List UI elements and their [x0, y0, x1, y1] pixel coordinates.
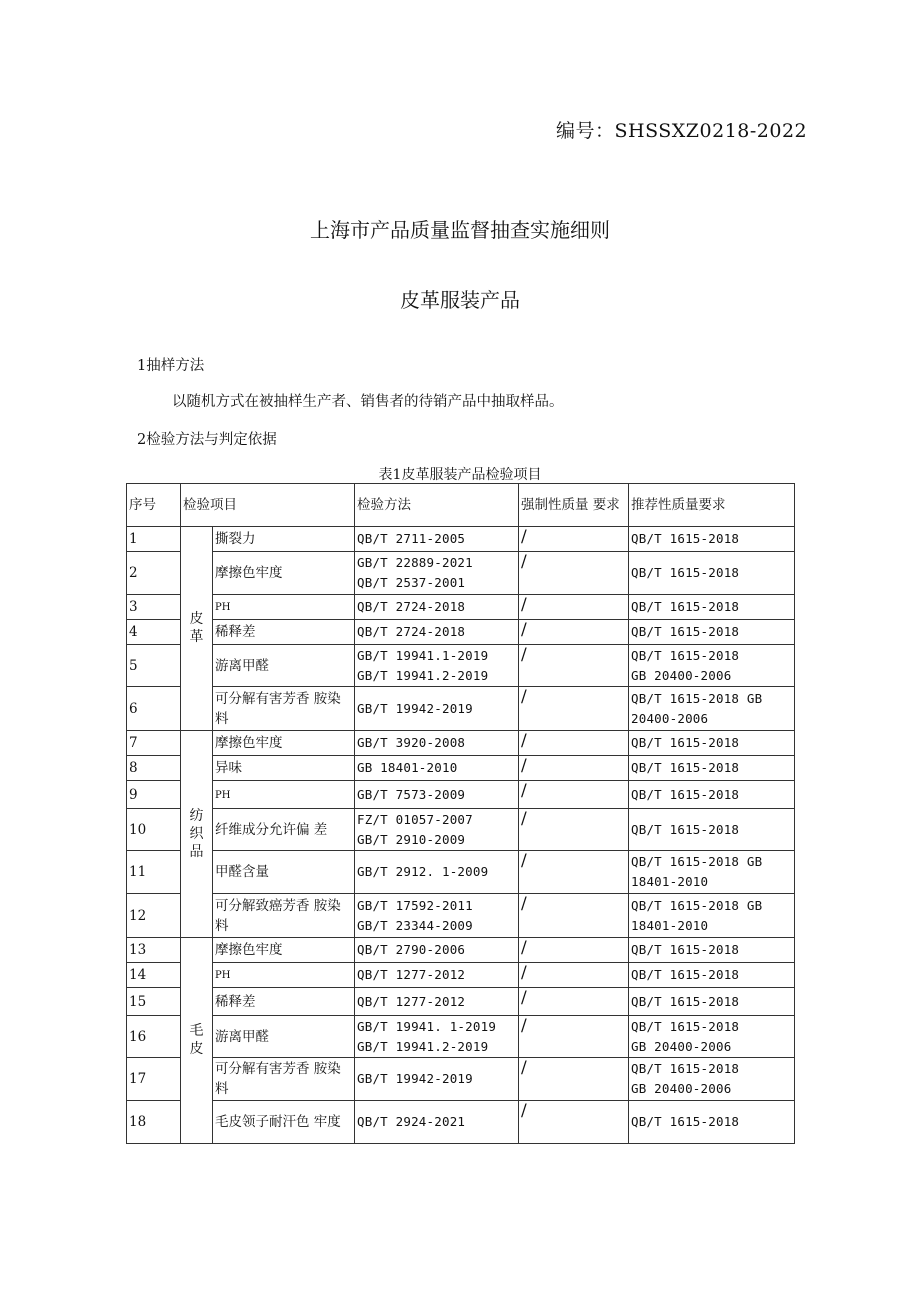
method-line: GB/T 2910-2009: [357, 831, 466, 847]
table-row: [127, 552, 795, 595]
inspection-item: [213, 851, 355, 894]
mandatory-requirement: [519, 988, 629, 1016]
row-number: [127, 731, 181, 756]
group-label-text: 皮革: [189, 611, 204, 645]
table-row: [127, 731, 795, 756]
method-line: QB/T 2537-2001: [357, 575, 466, 590]
inspection-item: [213, 781, 355, 809]
inspection-item-text: 异味: [215, 760, 242, 776]
mandatory-text: /: [521, 851, 527, 871]
recommended-requirement: [629, 595, 795, 620]
inspection-item-text: 毛皮领子耐汗色 牢度: [215, 1114, 341, 1130]
recommended-line: QB/T 1615-2018: [631, 760, 740, 775]
recommended-line: 20400-2006: [631, 710, 709, 726]
table-header-row: [127, 484, 795, 527]
table-row: [127, 595, 795, 620]
mandatory-requirement: [519, 756, 629, 781]
group-label-fur: [181, 938, 213, 1144]
inspection-item: [213, 645, 355, 687]
row-number-text: 1: [129, 531, 138, 547]
inspection-item: [213, 552, 355, 595]
row-number-text: 2: [129, 565, 138, 581]
mandatory-requirement: [519, 809, 629, 851]
page-subtitle: 皮革服装产品: [400, 288, 520, 312]
inspection-item-text: 撕裂力: [215, 531, 256, 547]
inspection-item-text: PH: [215, 602, 231, 613]
mandatory-requirement: [519, 552, 629, 595]
inspection-method: [355, 1101, 519, 1144]
row-number-text: 8: [129, 760, 138, 776]
header-no: 序号: [127, 484, 181, 527]
method-line: GB/T 19942-2019: [357, 1071, 473, 1086]
row-number-text: 15: [129, 993, 147, 1010]
mandatory-requirement: [519, 851, 629, 894]
recommended-line: QB/T 1615-2018 GB: [631, 854, 763, 869]
method-line: QB/T 2711-2005: [357, 531, 466, 546]
method-line: GB/T 19942-2019: [357, 700, 473, 716]
method-line: GB 18401-2010: [357, 760, 458, 775]
recommended-line: GB 20400-2006: [631, 1081, 732, 1096]
mandatory-text: /: [521, 1101, 527, 1121]
row-number-text: 7: [129, 735, 138, 751]
row-number-text: 18: [129, 1114, 147, 1130]
inspection-item: [213, 1016, 355, 1058]
mandatory-text: /: [521, 988, 527, 1008]
method-line: GB/T 19941. 1-2019: [357, 1018, 497, 1034]
inspection-item: [213, 988, 355, 1016]
method-line: FZ/T 01057-2007: [357, 811, 473, 827]
method-line: GB/T 23344-2009: [357, 917, 473, 933]
inspection-item-text: 可分解有害芳香 胺染料: [215, 1061, 341, 1097]
recommended-requirement: [629, 894, 795, 938]
method-line: QB/T 1277-2012: [357, 993, 466, 1009]
recommended-line: QB/T 1615-2018: [631, 624, 740, 639]
mandatory-text: /: [521, 527, 527, 547]
inspection-method: [355, 1058, 519, 1101]
mandatory-requirement: [519, 963, 629, 988]
row-number: [127, 781, 181, 809]
mandatory-requirement: [519, 687, 629, 731]
row-number: [127, 963, 181, 988]
document-code: 编号：SHSSXZ0218-2022: [556, 120, 808, 142]
recommended-line: QB/T 1615-2018: [631, 967, 740, 982]
inspection-item-text: 游离甲醛: [215, 1028, 269, 1045]
method-line: GB/T 7573-2009: [357, 786, 466, 802]
table-caption: 表1皮革服装产品检验项目: [378, 467, 542, 483]
inspection-method: [355, 620, 519, 645]
recommended-requirement: [629, 781, 795, 809]
inspection-item: [213, 963, 355, 988]
mandatory-text: /: [521, 552, 527, 572]
inspection-item: [213, 756, 355, 781]
inspection-item: [213, 527, 355, 552]
method-line: QB/T 2724-2018: [357, 624, 466, 639]
header-mandatory: 强制性质量 要求: [519, 484, 629, 527]
row-number-text: 11: [129, 864, 147, 880]
page-title: 上海市产品质量监督抽查实施细则: [310, 218, 610, 242]
mandatory-text: /: [521, 894, 527, 914]
row-number-text: 6: [129, 700, 138, 717]
inspection-item-text: 摩擦色牢度: [215, 942, 283, 958]
table-row: [127, 687, 795, 731]
inspection-item-text: 稀释差: [215, 993, 256, 1010]
row-number: [127, 620, 181, 645]
row-number: [127, 687, 181, 731]
inspection-method: [355, 1016, 519, 1058]
row-number: [127, 988, 181, 1016]
table-row: [127, 1101, 795, 1144]
table-row: [127, 988, 795, 1016]
row-number: [127, 1016, 181, 1058]
mandatory-text: /: [521, 687, 527, 707]
recommended-requirement: [629, 687, 795, 731]
inspection-item-text: 可分解致癌芳香 胺染料: [215, 897, 341, 934]
inspection-method: [355, 963, 519, 988]
section-2-heading: 2检验方法与判定依据: [137, 432, 277, 448]
inspection-method: [355, 687, 519, 731]
section-1-text: 以随机方式在被抽样生产者、销售者的待销产品中抽取样品。: [172, 394, 564, 410]
group-label-textile: [181, 731, 213, 938]
recommended-requirement: [629, 756, 795, 781]
table-row: [127, 1058, 795, 1101]
recommended-requirement: [629, 938, 795, 963]
recommended-line: QB/T 1615-2018: [631, 647, 740, 663]
table-row: [127, 527, 795, 552]
mandatory-text: /: [521, 1058, 527, 1078]
inspection-method: [355, 552, 519, 595]
inspection-item: [213, 894, 355, 938]
recommended-line: QB/T 1615-2018: [631, 942, 740, 957]
row-number: [127, 756, 181, 781]
mandatory-requirement: [519, 938, 629, 963]
recommended-requirement: [629, 620, 795, 645]
mandatory-text: /: [521, 731, 527, 751]
mandatory-text: /: [521, 1016, 527, 1036]
recommended-line: 18401-2010: [631, 917, 709, 933]
row-number: [127, 1101, 181, 1144]
table-row: [127, 938, 795, 963]
mandatory-text: /: [521, 781, 527, 801]
inspection-item-text: 纤维成分允许偏 差: [215, 821, 328, 838]
recommended-line: QB/T 1615-2018: [631, 599, 740, 614]
row-number: [127, 552, 181, 595]
header-item: 检验项目: [181, 484, 355, 527]
mandatory-requirement: [519, 645, 629, 687]
row-number: [127, 851, 181, 894]
mandatory-text: /: [521, 645, 527, 665]
row-number-text: 3: [129, 599, 138, 615]
inspection-method: [355, 756, 519, 781]
header-method: 检验方法: [355, 484, 519, 527]
recommended-requirement: [629, 988, 795, 1016]
recommended-line: QB/T 1615-2018: [631, 821, 740, 837]
recommended-requirement: [629, 851, 795, 894]
method-line: QB/T 1277-2012: [357, 967, 466, 982]
method-line: QB/T 2724-2018: [357, 599, 466, 614]
row-number-text: 17: [129, 1071, 147, 1087]
inspection-item-text: 可分解有害芳香 胺染料: [215, 690, 341, 727]
mandatory-requirement: [519, 781, 629, 809]
recommended-line: 18401-2010: [631, 874, 709, 889]
recommended-requirement: [629, 527, 795, 552]
inspection-method: [355, 595, 519, 620]
row-number: [127, 894, 181, 938]
row-number-text: 12: [129, 907, 147, 924]
inspection-item-text: PH: [215, 970, 231, 981]
recommended-line: QB/T 1615-2018: [631, 1018, 740, 1034]
table-row: [127, 620, 795, 645]
inspection-item: [213, 687, 355, 731]
method-line: QB/T 2924-2021: [357, 1114, 466, 1129]
inspection-item-text: PH: [215, 789, 231, 801]
inspection-item-text: 游离甲醛: [215, 657, 269, 674]
recommended-line: QB/T 1615-2018: [631, 993, 740, 1009]
header-recommended: 推荐性质量要求: [629, 484, 795, 527]
recommended-requirement: [629, 552, 795, 595]
mandatory-requirement: [519, 1058, 629, 1101]
recommended-line: QB/T 1615-2018: [631, 786, 740, 802]
table-row: [127, 645, 795, 687]
inspection-method: [355, 731, 519, 756]
recommended-requirement: [629, 1101, 795, 1144]
method-line: GB/T 2912. 1-2009: [357, 864, 489, 879]
row-number: [127, 595, 181, 620]
mandatory-requirement: [519, 1101, 629, 1144]
row-number-text: 4: [129, 624, 138, 640]
inspection-item: [213, 1101, 355, 1144]
row-number: [127, 938, 181, 963]
row-number-text: 13: [129, 942, 147, 958]
row-number: [127, 645, 181, 687]
recommended-line: GB 20400-2006: [631, 667, 732, 683]
inspection-item-text: 稀释差: [215, 624, 256, 640]
recommended-line: QB/T 1615-2018: [631, 531, 740, 546]
row-number: [127, 809, 181, 851]
inspection-method: [355, 645, 519, 687]
inspection-item-text: 摩擦色牢度: [215, 565, 283, 581]
recommended-requirement: [629, 809, 795, 851]
inspection-method: [355, 781, 519, 809]
recommended-line: QB/T 1615-2018: [631, 565, 740, 580]
recommended-line: QB/T 1615-2018 GB: [631, 897, 763, 913]
group-label-text: 纺织品: [189, 807, 204, 860]
table-row: [127, 963, 795, 988]
recommended-line: QB/T 1615-2018 GB: [631, 690, 763, 706]
inspection-item-text: 甲醛含量: [215, 864, 269, 880]
mandatory-text: /: [521, 620, 527, 640]
table-row: [127, 809, 795, 851]
row-number: [127, 1058, 181, 1101]
inspection-item: [213, 595, 355, 620]
mandatory-requirement: [519, 894, 629, 938]
inspection-method: [355, 527, 519, 552]
table-row: [127, 851, 795, 894]
recommended-line: QB/T 1615-2018: [631, 735, 740, 750]
inspection-item: [213, 620, 355, 645]
method-line: GB/T 22889-2021: [357, 555, 473, 570]
mandatory-requirement: [519, 595, 629, 620]
recommended-requirement: [629, 645, 795, 687]
inspection-method: [355, 851, 519, 894]
inspection-item: [213, 731, 355, 756]
mandatory-requirement: [519, 1016, 629, 1058]
mandatory-requirement: [519, 620, 629, 645]
group-label-leather: [181, 527, 213, 731]
mandatory-text: /: [521, 809, 527, 829]
table-row: [127, 894, 795, 938]
row-number-text: 16: [129, 1028, 147, 1045]
table-row: [127, 756, 795, 781]
method-line: GB/T 3920-2008: [357, 735, 466, 750]
inspection-item: [213, 938, 355, 963]
method-line: QB/T 2790-2006: [357, 942, 466, 957]
inspection-method: [355, 938, 519, 963]
mandatory-requirement: [519, 527, 629, 552]
inspection-table: [126, 483, 795, 1144]
inspection-method: [355, 809, 519, 851]
recommended-requirement: [629, 731, 795, 756]
mandatory-requirement: [519, 731, 629, 756]
row-number-text: 14: [129, 967, 147, 983]
inspection-item: [213, 1058, 355, 1101]
inspection-method: [355, 894, 519, 938]
inspection-item: [213, 809, 355, 851]
mandatory-text: /: [521, 963, 527, 983]
mandatory-text: /: [521, 938, 527, 958]
row-number-text: 5: [129, 657, 138, 674]
inspection-method: [355, 988, 519, 1016]
row-number-text: 9: [129, 786, 138, 803]
inspection-item-text: 摩擦色牢度: [215, 735, 283, 751]
row-number: [127, 527, 181, 552]
mandatory-text: /: [521, 595, 527, 615]
recommended-requirement: [629, 963, 795, 988]
table-row: [127, 781, 795, 809]
method-line: GB/T 19941.2-2019: [357, 1038, 489, 1054]
recommended-requirement: [629, 1016, 795, 1058]
recommended-requirement: [629, 1058, 795, 1101]
group-label-text: 毛皮: [189, 1023, 204, 1057]
recommended-line: QB/T 1615-2018: [631, 1061, 740, 1076]
table-row: [127, 1016, 795, 1058]
method-line: GB/T 19941.2-2019: [357, 667, 489, 683]
mandatory-text: /: [521, 756, 527, 776]
method-line: GB/T 17592-2011: [357, 897, 473, 913]
method-line: GB/T 19941.1-2019: [357, 647, 489, 663]
recommended-line: GB 20400-2006: [631, 1038, 732, 1054]
section-1-heading: 1抽样方法: [137, 358, 205, 374]
recommended-line: QB/T 1615-2018: [631, 1114, 740, 1129]
row-number-text: 10: [129, 821, 147, 838]
